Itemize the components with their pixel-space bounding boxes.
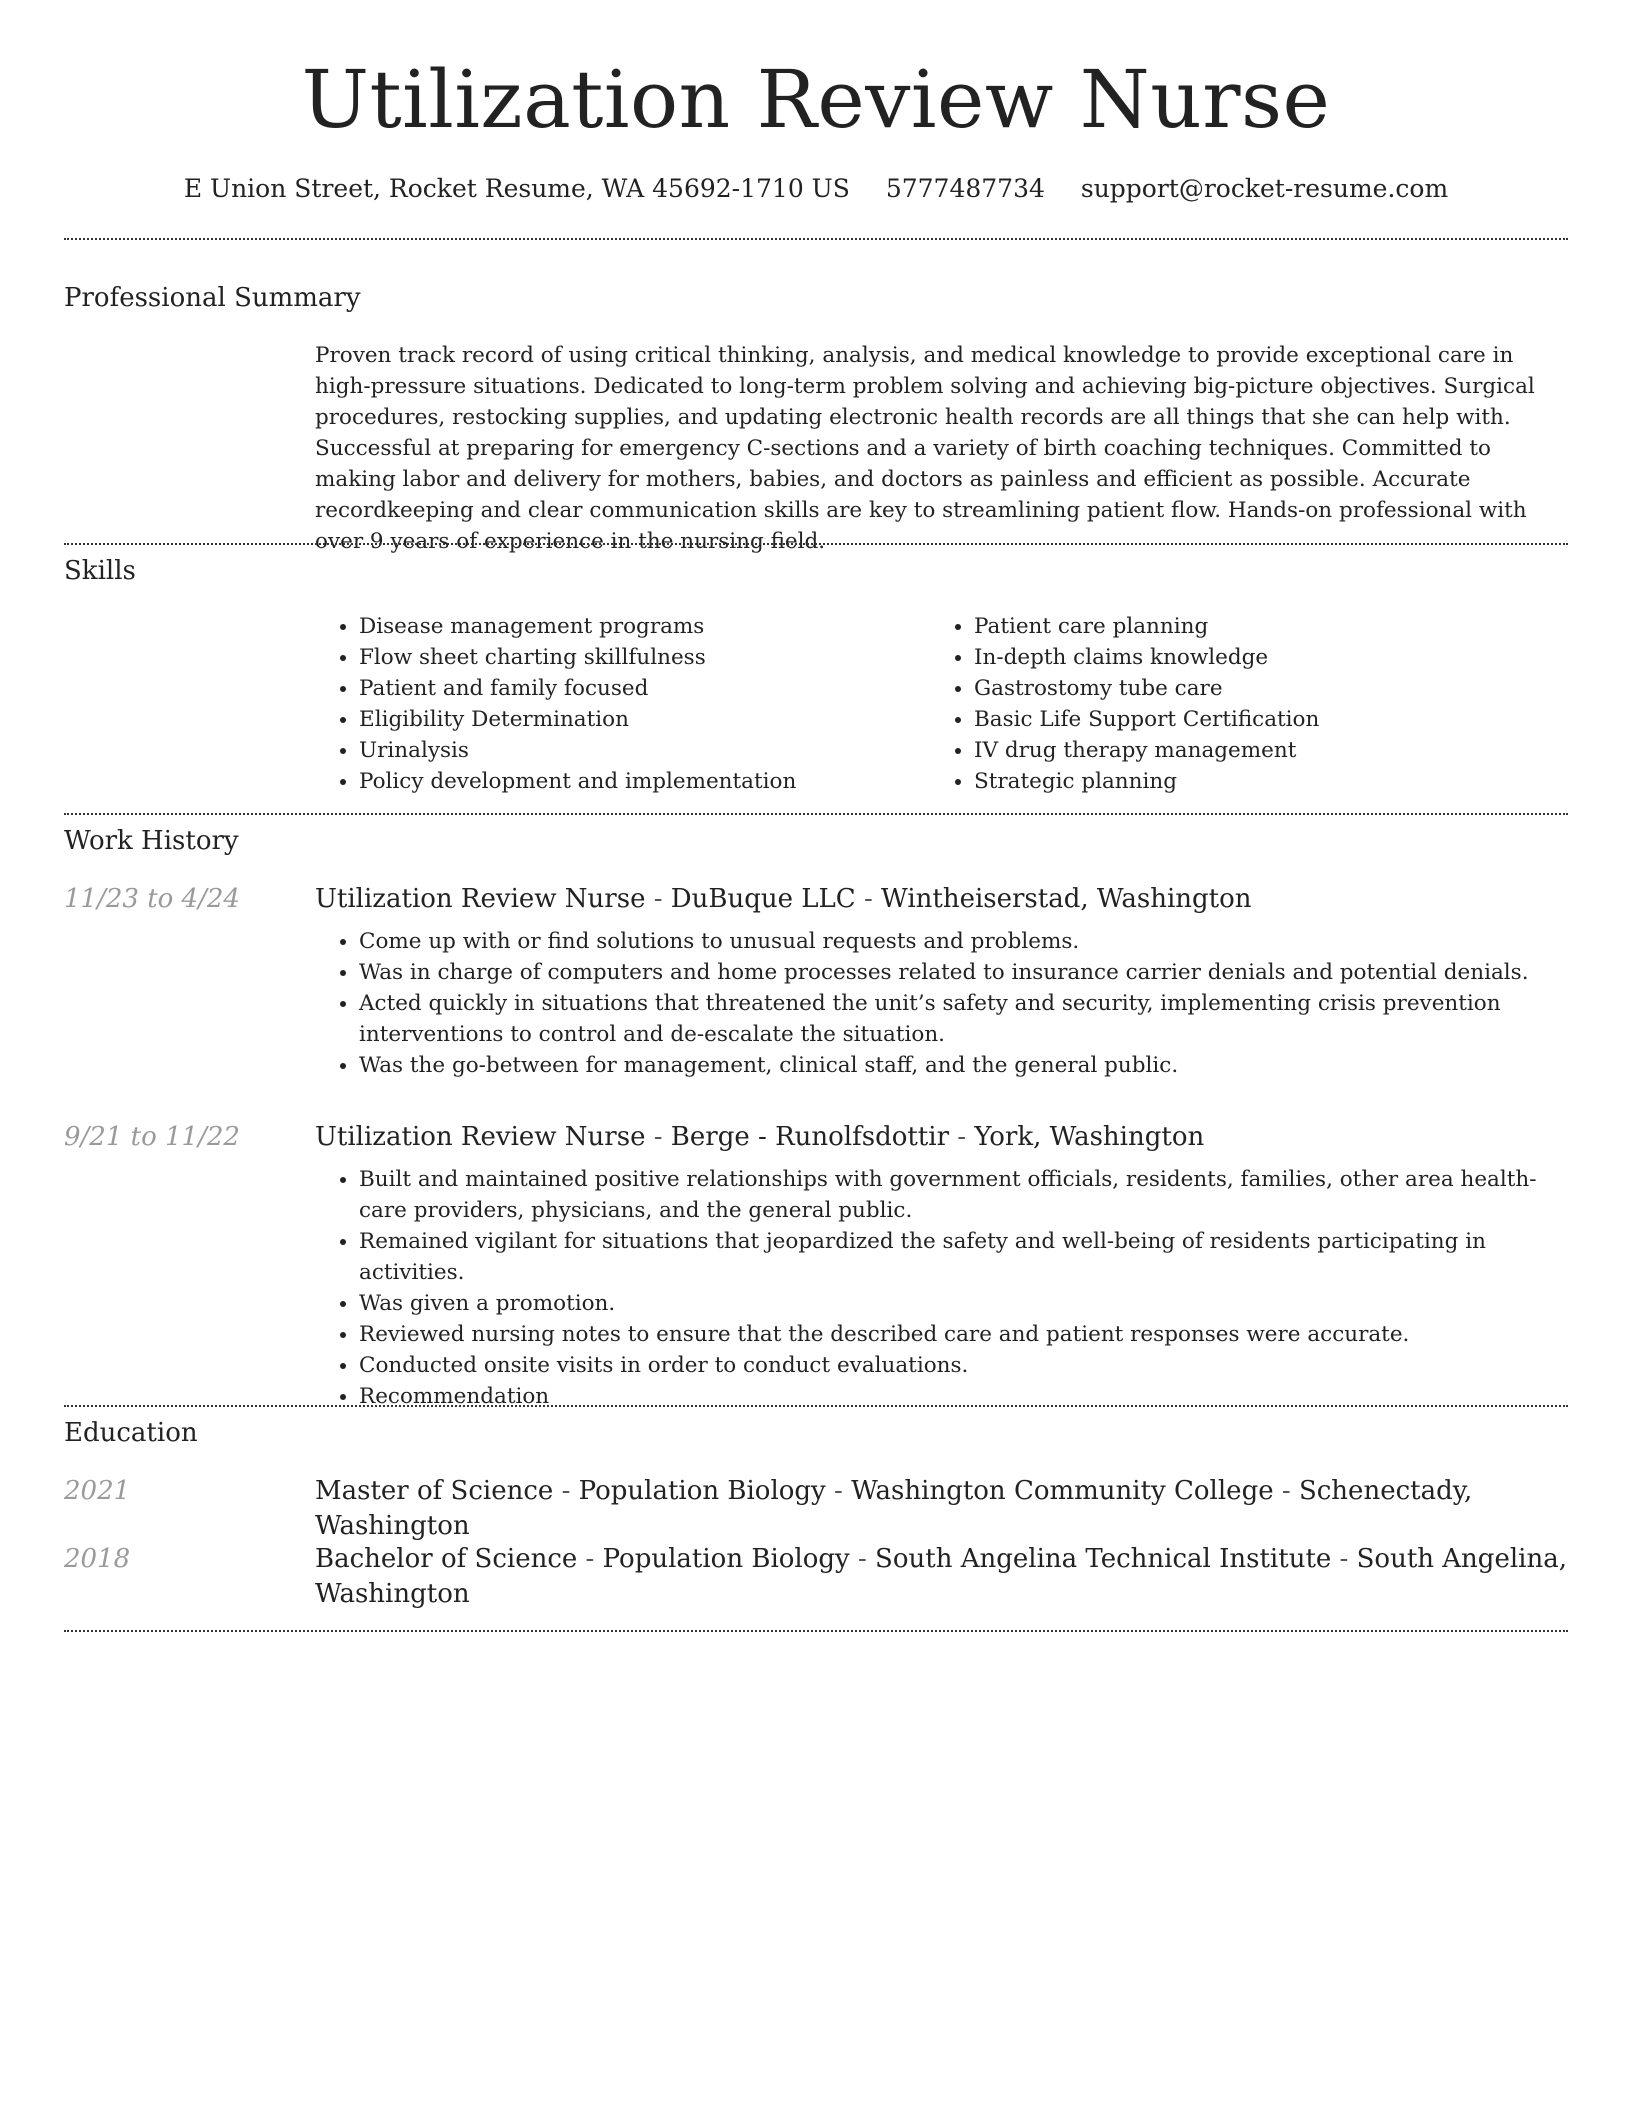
education-year: 2021 — [64, 1476, 131, 1506]
job-title-line — [315, 1120, 1568, 1154]
job-bullets — [315, 926, 1568, 1081]
field-of-study: Population Biology — [602, 1544, 850, 1574]
job-location: York, Washington — [974, 1122, 1205, 1152]
divider — [64, 1630, 1568, 1632]
summary-text: Proven track record of using critical thinking, analysis, and medical knowledge to provide exceptional care in high-pressure situations. Dedicated to long-term problem solving and achieving big-picture objectives. Surgical procedures, restocking supplies, and updating electronic health records are all things that she can help with. Successful at preparing for emergency C-sections and a variety of birth coaching techniques. Committed to making labor and delivery for mothers, babies, and doctors as painless and efficient as possible. Accurate recordkeeping and clear communication skills are key to streamlining patient flow. Hands-on professional with over 9 years of experience in the nursing field. — [315, 343, 1535, 554]
education-line — [315, 1542, 1568, 1612]
education-heading: Education — [64, 1418, 198, 1448]
job-company: DuBuque LLC — [670, 884, 856, 914]
job-location: Wintheiserstad, Washington — [881, 884, 1252, 914]
school-location: Schenectady, Washington — [315, 1476, 1473, 1541]
job-bullet: • Was given a promotion. — [359, 1288, 1568, 1319]
job-dates: 9/21 to 11/22 — [64, 1122, 240, 1152]
separator: - — [577, 1544, 603, 1574]
skill-item: • Disease management programs — [359, 611, 915, 642]
school: Washington Community College — [851, 1476, 1274, 1506]
separator: - — [855, 884, 882, 914]
school-location: South Angelina, Washington — [315, 1544, 1567, 1609]
skill-item: • Patient care planning — [974, 611, 1560, 642]
skill-item: • Policy development and implementation — [359, 766, 915, 797]
skill-item: • Strategic planning — [974, 766, 1560, 797]
job-bullet: • Was in charge of computers and home processes related to insurance carrier denials and potential denials. — [359, 957, 1568, 988]
job-bullet: • Recommendation — [359, 1381, 1568, 1412]
education-line — [315, 1474, 1568, 1544]
skill-item: • Urinalysis — [359, 735, 915, 766]
job-bullet: • Reviewed nursing notes to ensure that the described care and patient responses were accurate. — [359, 1319, 1568, 1350]
degree: Master of Science — [315, 1476, 554, 1506]
separator: - — [1331, 1544, 1357, 1574]
job-dates: 11/23 to 4/24 — [64, 884, 240, 914]
education-entry — [315, 1542, 1568, 1612]
skill-item: • Patient and family focused — [359, 673, 915, 704]
skills-heading: Skills — [64, 556, 136, 586]
separator: - — [553, 1476, 579, 1506]
job-entry — [315, 882, 1568, 1081]
education-entry — [315, 1474, 1568, 1544]
work-history-heading: Work History — [64, 826, 239, 856]
skill-item: • Flow sheet charting skillfulness — [359, 642, 915, 673]
separator: - — [645, 884, 671, 914]
skills-section — [315, 611, 1568, 801]
divider — [64, 1405, 1568, 1407]
job-bullet: • Remained vigilant for situations that jeopardized the safety and well-being of residents participating in activities. — [359, 1226, 1568, 1288]
school: South Angelina Technical Institute — [875, 1544, 1332, 1574]
email-text: support@rocket-resume.com — [1080, 174, 1449, 203]
phone-text: 5777487734 — [885, 174, 1045, 203]
job-role: Utilization Review Nurse — [315, 1122, 646, 1152]
divider — [64, 238, 1568, 240]
education-year: 2018 — [64, 1544, 131, 1574]
job-bullet: • Acted quickly in situations that threatened the unit’s safety and security, implementing crisis prevention interventions to control and de-escalate the situation. — [359, 988, 1568, 1050]
divider — [64, 813, 1568, 815]
separator: - — [645, 1122, 671, 1152]
skill-item: • IV drug therapy management — [974, 735, 1560, 766]
skill-item: • Eligibility Determination — [359, 704, 915, 735]
candidate-name: Utilization Review Nurse — [301, 53, 1331, 146]
skills-list-left — [315, 611, 915, 797]
skills-column-right — [930, 611, 1560, 797]
job-bullet: • Built and maintained positive relationships with government officials, residents, families, other area health-care providers, physicians, and the general public. — [359, 1164, 1568, 1226]
skill-item: • Gastrostomy tube care — [974, 673, 1560, 704]
job-bullet: • Come up with or find solutions to unusual requests and problems. — [359, 926, 1568, 957]
separator: - — [825, 1476, 852, 1506]
separator: - — [949, 1122, 975, 1152]
skill-item: • In-depth claims knowledge — [974, 642, 1560, 673]
job-bullet: • Was the go-between for management, clinical staff, and the general public. — [359, 1050, 1568, 1081]
summary-section — [315, 340, 1568, 557]
summary-heading: Professional Summary — [64, 283, 361, 313]
job-role: Utilization Review Nurse — [315, 884, 646, 914]
job-bullet: • Conducted onsite visits in order to conduct evaluations. — [359, 1350, 1568, 1381]
separator: - — [849, 1544, 876, 1574]
job-company: Berge - Runolfsdottir — [670, 1122, 950, 1152]
field-of-study: Population Biology — [578, 1476, 826, 1506]
degree: Bachelor of Science — [315, 1544, 578, 1574]
contact-line — [64, 172, 1568, 206]
job-entry — [315, 1120, 1568, 1412]
job-bullets — [315, 1164, 1568, 1412]
divider — [64, 543, 1568, 545]
address-text: E Union Street, Rocket Resume, WA 45692-1710 US — [183, 174, 850, 203]
skills-column-left — [315, 611, 915, 797]
skills-list-right — [930, 611, 1560, 797]
job-title-line — [315, 882, 1568, 916]
separator: - — [1273, 1476, 1299, 1506]
skill-item: • Basic Life Support Certification — [974, 704, 1560, 735]
